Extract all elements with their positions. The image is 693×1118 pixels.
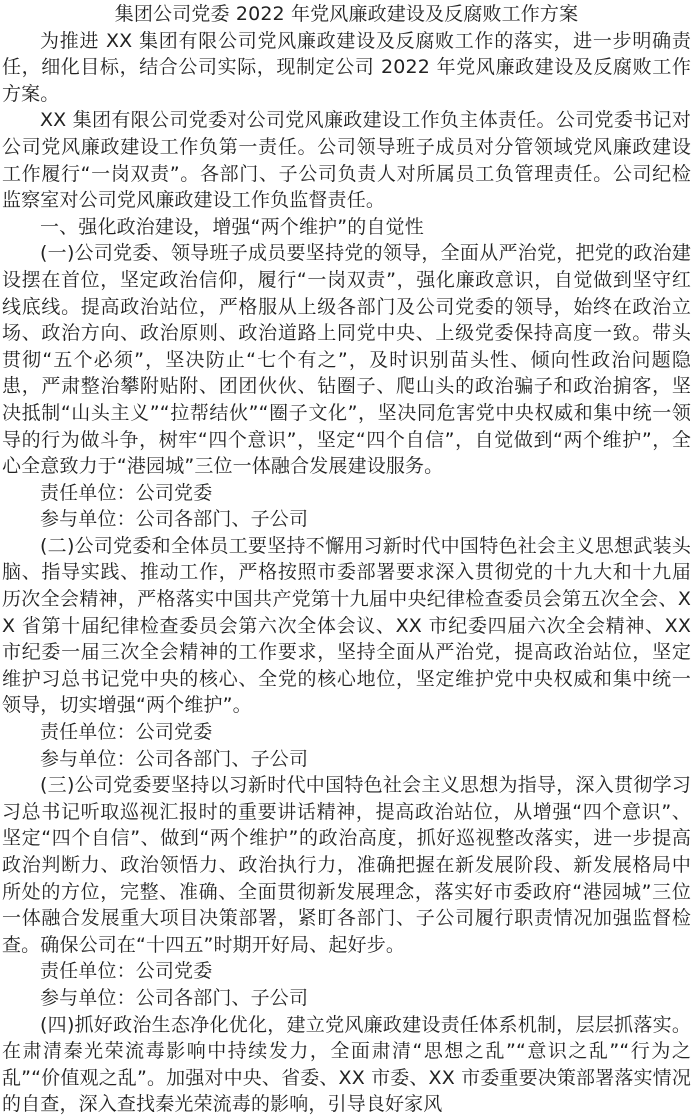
responsibility-paragraph: XX 集团有限公司党委对公司党风廉政建设工作负主体责任。公司党委书记对公司党风廉政建设工作负第一责任。公司领导班子成员对分管领域党风廉政建设工作履行“一岗双责”。各部门、子公司负责人对所属员工负管理责任。公司纪检监察室对公司党风廉政建设工作负监督责任。 (2, 109, 691, 212)
responsible-unit-1: 责任单位：公司党委 (40, 481, 213, 504)
responsible-unit-3: 责任单位：公司党委 (40, 960, 213, 983)
participating-unit-2: 参与单位：公司各部门、子公司 (40, 747, 309, 770)
item-paragraph-3: (三)公司党委要坚持以习新时代中国特色社会主义思想为指导，深入贯彻学习习总书记听取巡视汇报时的重要讲话精神，提高政治站位，从增强“四个意识”、坚定“四个自信”、做到“两个维护”的政治高度，抓好巡视整改落实，进一步提高政治判断力、政治领悟力、政治执行力，准确把握在新发展阶段、新发展格局中所处的方位，完整、准确、全面贯彻新发展理念，落实好市委政府“港园城”三位一体融合发展重大项目决策部署，紧盯各部门、子公司履行职责情况加强监督检查。确保公司在“十四五”时期开好局、起好步。 (2, 774, 691, 956)
item-paragraph-4: (四)抓好政治生态净化优化，建立党风廉政建设责任体系机制，层层抓落实。在肃清秦光荣流毒影响中持续发力，全面肃清“思想之乱”“意识之乱”“行为之乱”“价值观之乱”。加强对中央、省委、XX 市委、XX 市委重要决策部署落实情况的自查，深入查找秦光荣流毒的影响，引导良好家风 (2, 1013, 691, 1116)
item-paragraph-1: (一)公司党委、领导班子成员要坚持党的领导，全面从严治党，把党的政治建设摆在首位，坚定政治信仰，履行“一岗双责”，强化廉政意识，自觉做到坚守红线底线。提高政治站位，严格服从上级各部门及公司党委的领导，始终在政治立场、政治方向、政治原则、政治道路上同党中央、上级党委保持高度一致。带头贯彻“五个必须”，坚决防止“七个有之”，及时识别苗头性、倾向性政治问题隐患，严肃整治攀附贴附、团团伙伙、钻圈子、爬山头的政治骗子和政治掮客，坚决抵制“山头主义”“拉帮结伙”“圈子文化”，坚决同危害党中央权威和集中统一领导的行为做斗争，树牢“四个意识”，坚定“四个自信”，自觉做到“两个维护”，全心全意致力于“港园城”三位一体融合发展建设服务。 (2, 242, 691, 478)
participating-unit-1: 参与单位：公司各部门、子公司 (40, 508, 309, 531)
responsible-unit-2: 责任单位：公司党委 (40, 721, 213, 744)
participating-unit-3: 参与单位：公司各部门、子公司 (40, 986, 309, 1009)
intro-paragraph: 为推进 XX 集团有限公司党风廉政建设及反腐败工作的落实，进一步明确责任，细化目标，结合公司实际，现制定公司 2022 年党风廉政建设及反腐败工作方案。 (2, 29, 691, 105)
section-heading-1: 一、强化政治建设，增强“两个维护”的自觉性 (40, 215, 424, 238)
document-title: 集团公司党委 2022 年党风廉政建设及反腐败工作方案 (114, 3, 579, 25)
item-paragraph-2: (二)公司党委和全体员工要坚持不懈用习新时代中国特色社会主义思想武装头脑、指导实践、推动工作，严格按照市委部署要求深入贯彻党的十九大和十九届历次全会精神，严格落实中国共产党第十九届中央纪律检查委员会第五次全会、XX 省第十届纪律检查委员会第六次全体会议、XX 市纪委四届六次全会精神、XX 市纪委一届三次全会精神的工作要求，坚持全面从严治党，提高政治站位，坚定维护习总书记党中央的核心、全党的核心地位，坚定维护党中央权威和集中统一领导，切实增强“两个维护”。 (2, 534, 691, 717)
